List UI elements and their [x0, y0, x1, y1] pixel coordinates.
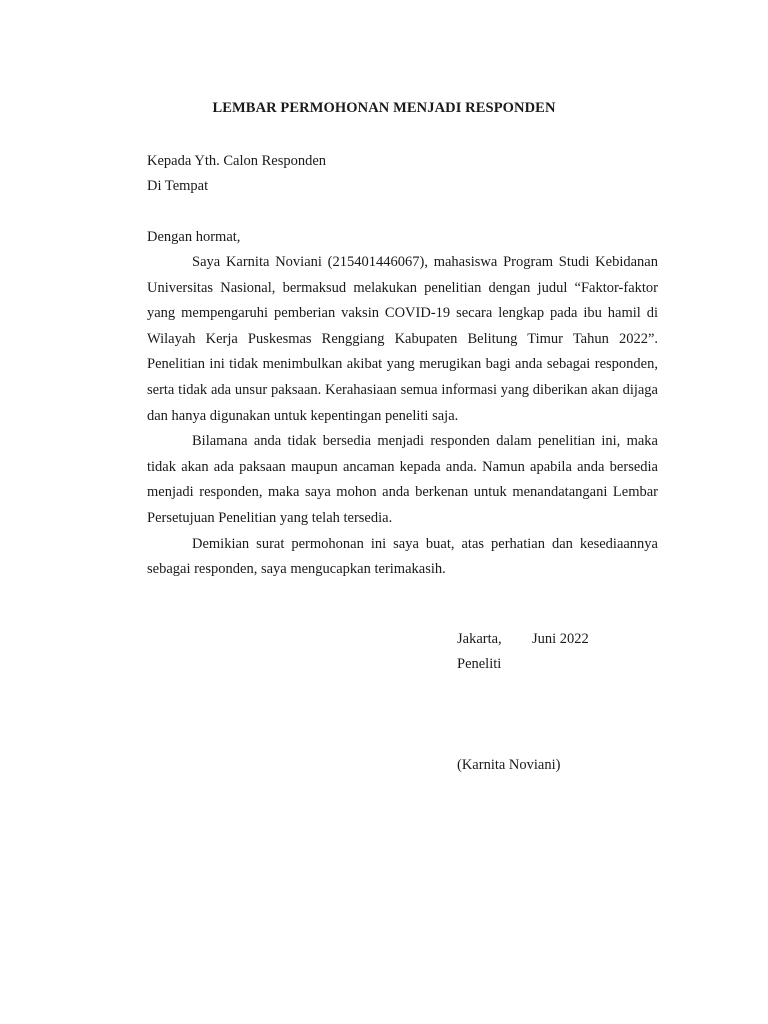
signature-place-date [457, 631, 589, 648]
salutation: Dengan hormat, [147, 229, 241, 245]
body-paragraph-2: Bilamana anda tidak bersedia menjadi responden dalam penelitian ini, maka tidak akan ada paksaan maupun ancaman kepada anda. Namun apabila anda bersedia menjadi responden, maka saya mohon anda berkenan untuk menandatangani Lembar Persetujuan Penelitian yang telah tersedia. [147, 433, 658, 526]
body-paragraph-3: Demikian surat permohonan ini saya buat, atas perhatian dan kesediaannya sebagai responden, saya mengucapkan terimakasih. [147, 535, 658, 578]
body-paragraph-1: Saya Karnita Noviani (215401446067), mahasiswa Program Studi Kebidanan Universitas Nasional, bermaksud melakukan penelitian dengan judul “Faktor-faktor yang mempengaruhi pemberian vaksin COVID-19 secara lengkap pada ibu hamil di Wilayah Kerja Puskesmas Renggiang Kabupaten Belitung Timur Tahun 2022”. Penelitian ini tidak menimbulkan akibat yang merugikan bagi anda sebagai responden, serta tidak ada unsur paksaan. Kerahasiaan semua informasi yang diberikan akan dijaga dan hanya digunakan untuk kepentingan peneliti saja. [147, 254, 658, 424]
recipient-line: Kepada Yth. Calon Responden [147, 153, 327, 169]
document-title: LEMBAR PERMOHONAN MENJADI RESPONDEN [212, 100, 556, 116]
signature-place: Jakarta, [457, 631, 502, 647]
recipient-place: Di Tempat [147, 178, 209, 194]
letter-body [147, 250, 658, 583]
signature-name: (Karnita Noviani) [457, 757, 561, 773]
signature-role: Peneliti [457, 656, 502, 672]
signature-date: Juni 2022 [532, 631, 589, 647]
